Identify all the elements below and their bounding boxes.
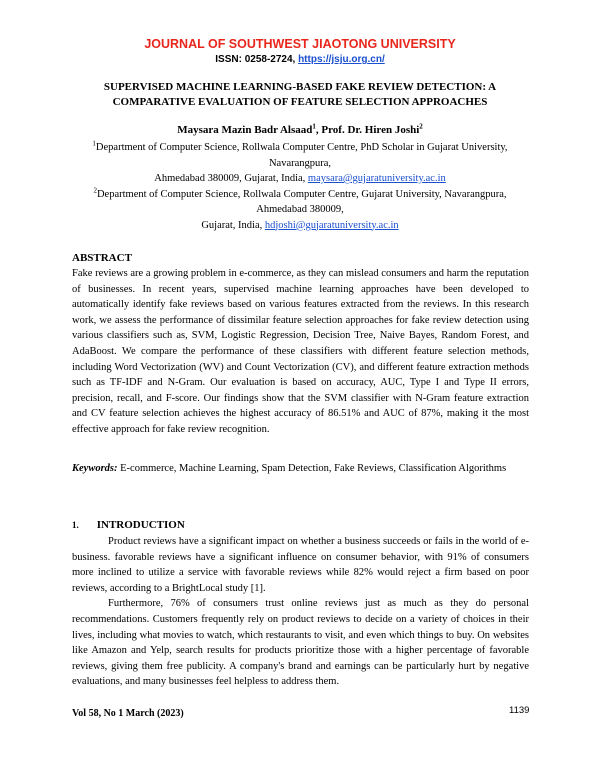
affiliation-1 [80, 140, 520, 171]
affiliations [80, 140, 520, 233]
affiliation-1-location: Ahmedabad 380009, Gujarat, India, [154, 173, 308, 184]
introduction-body [72, 534, 529, 690]
abstract-text: Fake reviews are a growing problem in e-commerce, as they can mislead consumers and harm the reputation of businesses. In recent years, supervised machine learning approaches have been developed to automatically identify fake reviews based on various features extracted from the reviews. In this research work, we assess the performance of dissimilar feature selection approaches for fake review detection using various classifiers such as, SVM, Logistic Regression, Decision Tree, Naive Bayes, Random Forest, and AdaBoost. We compare the performance of these classifiers with different feature selection methods, including Word Vectorization (WV) and Count Vectorization (CV), and different feature extraction methods such as TF-IDF and N-Gram. Our evaluation is based on accuracy, AUC, Type I and Type II errors, precision, recall, and F-score. Our findings show that the SVM classifier with N-Gram feature extraction and CV feature selection achieves the highest accuracy of 86.51% and AUC of 87%, making it the most effective approach for fake review recognition. [72, 268, 529, 435]
affiliation-2-location: Gujarat, India, [201, 219, 265, 231]
author-separator: , [315, 124, 322, 136]
section-number: 1. [72, 520, 79, 530]
affiliation-1-address [80, 171, 520, 187]
keywords-text: E-commerce, Machine Learning, Spam Detection, Fake Reviews, Classification Algorithms [117, 463, 507, 474]
affiliation-2-text: Department of Computer Science, Rollwala Computer Centre, Gujarat University, Navarangpura, Ahmedabad 380009, [96, 188, 507, 215]
author-2-mark: 2 [419, 122, 423, 131]
intro-paragraph-1: Product reviews have a significant impact on whether a business succeeds or fails in the world of e-business. favorable reviews have a significant influence on consumer behavior, with 91% of consumers more inclined to utilize a service with favorable reviews while 82% would reject a firm based on poor reviews, according to a BrightLocal study [1]. [72, 536, 529, 594]
keywords-label: Keywords: [72, 463, 118, 474]
paper-title: SUPERVISED MACHINE LEARNING-BASED FAKE REVIEW DETECTION: A COMPARATIVE EVALUATION OF FEATURE SELECTION APPROACHES [103, 81, 497, 108]
keywords [72, 461, 529, 477]
page-number: 1139 [509, 705, 530, 716]
intro-paragraph-2: Furthermore, 76% of consumers trust online reviews just as much as they do personal recommendations. Customers frequently rely on product reviews to decide on a variety of choices in their lives, including what movies to watch, which restaurants to visit, and even which things to buy. On websites like Amazon and Yelp, search results for products prioritize those with a higher percentage of favorable reviews, giving them free publicity. A company's brand and earnings can be particularly hurt by negative evaluations, and many businesses feel helpless to address them. [72, 598, 529, 688]
volume-footer: Vol 58, No 1 March (2023) [72, 708, 184, 719]
author-2: Prof. Dr. Hiren Joshi [321, 124, 420, 136]
issn-label: ISSN: 0258-2724, [215, 54, 299, 65]
affiliation-1-text: Department of Computer Science, Rollwala Computer Centre, PhD Scholar in Gujarat University, Navarangpura, [95, 142, 508, 169]
section-title: INTRODUCTION [96, 519, 185, 531]
affiliation-1-mark: 1 [92, 139, 96, 148]
affiliation-2 [80, 187, 520, 218]
abstract-heading: ABSTRACT [72, 252, 132, 264]
introduction-heading [72, 519, 185, 531]
issn-line [0, 54, 600, 65]
author-line [0, 124, 600, 136]
affiliation-2-mark: 2 [93, 186, 97, 194]
affiliation-2-address [80, 218, 520, 234]
email-1-link[interactable]: maysara@gujaratuniversity.ac.in [307, 173, 446, 184]
author-1: Maysara Mazin Badr Alsaad [177, 124, 313, 136]
journal-url-link[interactable]: https://jsju.org.cn/ [298, 54, 385, 65]
author-1-mark: 1 [312, 122, 316, 131]
journal-title: JOURNAL OF SOUTHWEST JIAOTONG UNIVERSITY [144, 37, 456, 51]
email-2-link[interactable]: hdjoshi@gujaratuniversity.ac.in [264, 219, 399, 231]
